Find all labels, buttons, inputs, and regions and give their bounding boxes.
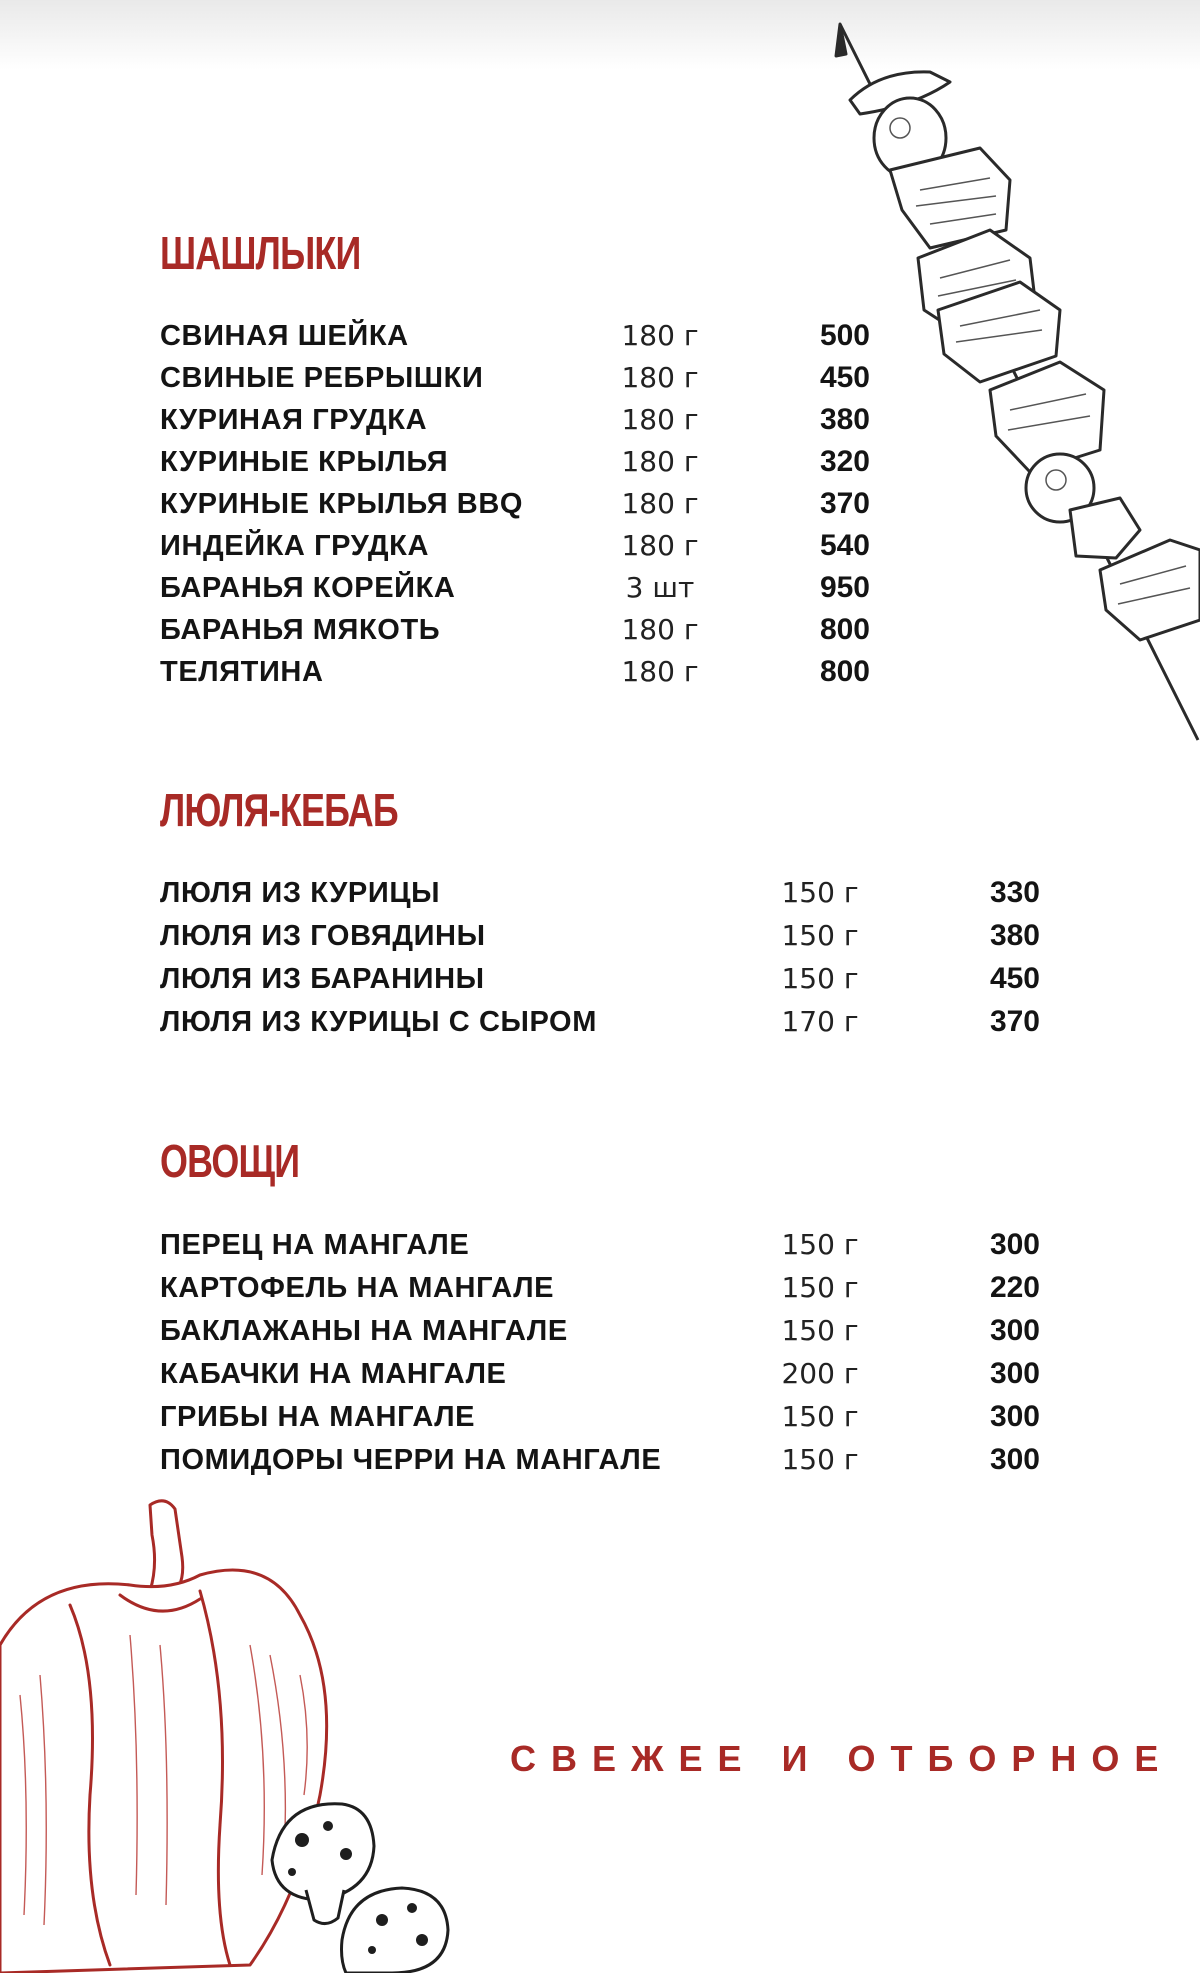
menu-item (160, 1224, 1060, 1266)
item-weight: 3 шт (625, 571, 695, 604)
item-price: 320 (819, 445, 870, 478)
item-name: ЛЮЛЯ ИЗ БАРАНИНЫ (160, 963, 485, 995)
item-name: СВИНАЯ ШЕЙКА (160, 320, 409, 352)
item-weight: 180 г (621, 361, 699, 394)
section-title-ovoshchi: ОВОЩИ (160, 1135, 300, 1187)
item-price: 800 (819, 655, 870, 688)
item-name: СВИНЫЕ РЕБРЫШКИ (160, 362, 484, 394)
menu-item (160, 357, 1060, 399)
item-weight: 180 г (621, 487, 699, 520)
item-price: 300 (989, 1443, 1040, 1476)
item-price: 380 (989, 919, 1040, 952)
section-title-lyulya-kebab: ЛЮЛЯ-КЕБАБ (160, 784, 398, 836)
menu-item (160, 483, 1060, 525)
item-weight: 180 г (621, 445, 699, 478)
item-price: 370 (819, 487, 870, 520)
item-name: БАРАНЬЯ МЯКОТЬ (160, 614, 441, 646)
item-price: 800 (819, 613, 870, 646)
item-weight: 150 г (781, 962, 859, 995)
menu-item (160, 609, 1060, 651)
menu-item (160, 399, 1060, 441)
item-name: КУРИНАЯ ГРУДКА (160, 404, 428, 436)
item-price: 300 (989, 1228, 1040, 1261)
item-price: 300 (989, 1357, 1040, 1390)
item-price: 300 (989, 1400, 1040, 1433)
menu-item (160, 651, 1060, 693)
item-price: 220 (989, 1271, 1040, 1304)
item-name: КАБАЧКИ НА МАНГАЛЕ (160, 1358, 507, 1390)
menu-item (160, 1353, 1060, 1395)
menu-item (160, 958, 1060, 1000)
item-price: 380 (819, 403, 870, 436)
item-name: БАКЛАЖАНЫ НА МАНГАЛЕ (160, 1315, 568, 1347)
item-weight: 150 г (781, 1314, 859, 1347)
item-name: ПЕРЕЦ НА МАНГАЛЕ (160, 1229, 470, 1261)
item-name: ИНДЕЙКА ГРУДКА (160, 530, 430, 562)
menu-item (160, 315, 1060, 357)
item-price: 450 (989, 962, 1040, 995)
item-name: ЛЮЛЯ ИЗ ГОВЯДИНЫ (160, 920, 486, 952)
menu-item (160, 872, 1060, 914)
item-price: 950 (819, 571, 870, 604)
item-weight: 180 г (621, 403, 699, 436)
item-name: БАРАНЬЯ КОРЕЙКА (160, 572, 456, 604)
item-weight: 150 г (781, 876, 859, 909)
item-name: КАРТОФЕЛЬ НА МАНГАЛЕ (160, 1272, 555, 1304)
item-name: ГРИБЫ НА МАНГАЛЕ (160, 1401, 476, 1433)
mushroom-illustration (262, 1790, 452, 1973)
menu-item (160, 1439, 1060, 1481)
item-weight: 180 г (621, 655, 699, 688)
item-weight: 150 г (781, 1443, 859, 1476)
item-price: 500 (819, 319, 870, 352)
item-weight: 180 г (621, 319, 699, 352)
menu-item (160, 1396, 1060, 1438)
menu-item (160, 1310, 1060, 1352)
item-name: ПОМИДОРЫ ЧЕРРИ НА МАНГАЛЕ (160, 1444, 662, 1476)
menu-item (160, 525, 1060, 567)
item-weight: 180 г (621, 613, 699, 646)
menu-item (160, 567, 1060, 609)
item-weight: 170 г (781, 1005, 859, 1038)
item-weight: 150 г (781, 919, 859, 952)
item-name: ЛЮЛЯ ИЗ КУРИЦЫ С СЫРОМ (160, 1006, 597, 1038)
item-weight: 150 г (781, 1228, 859, 1261)
menu-item (160, 1267, 1060, 1309)
item-price: 450 (819, 361, 870, 394)
item-weight: 150 г (781, 1400, 859, 1433)
item-weight: 200 г (781, 1357, 859, 1390)
item-name: ЛЮЛЯ ИЗ КУРИЦЫ (160, 877, 441, 909)
menu-item (160, 441, 1060, 483)
item-weight: 180 г (621, 529, 699, 562)
item-name: КУРИНЫЕ КРЫЛЬЯ BBQ (160, 488, 524, 520)
slogan: СВЕЖЕЕ И ОТБОРНОЕ (510, 1738, 1174, 1779)
menu-item (160, 915, 1060, 957)
item-price: 330 (989, 876, 1040, 909)
item-price: 540 (819, 529, 870, 562)
item-name: ТЕЛЯТИНА (160, 656, 324, 688)
section-title-shashlyki: ШАШЛЫКИ (160, 227, 361, 279)
menu-item (160, 1001, 1060, 1043)
item-name: КУРИНЫЕ КРЫЛЬЯ (160, 446, 449, 478)
item-price: 370 (989, 1005, 1040, 1038)
item-price: 300 (989, 1314, 1040, 1347)
item-weight: 150 г (781, 1271, 859, 1304)
